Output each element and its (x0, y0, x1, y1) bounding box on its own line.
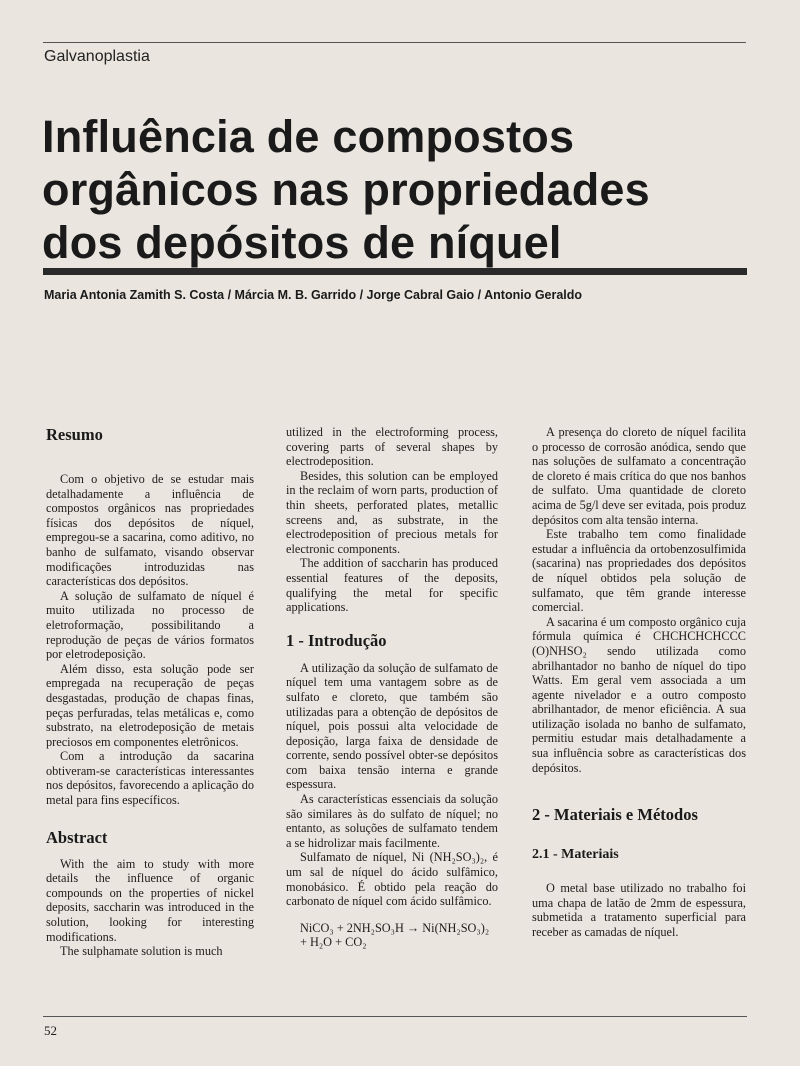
materials-paragraph: O metal base utilizado no trabalho foi uma chapa de latão de 2mm de espessura, submetida a tratamento superficial para receber as camadas de níquel. (532, 881, 746, 940)
intro-paragraph: A utilização da solução de sulfamato de níquel tem uma vantagem sobre as de sulfato e cloreto, que também são utilizadas para a obtenção de depósitos de níquel, pois possui alta velocidade de deposição, larga faixa de densidade de corrente, sendo possível obter-se depósitos com baixa tensão interna e grande espessura. (286, 660, 498, 792)
abstract-paragraph: Besides, this solution can be employed in the reclaim of worn parts, production of thin sheets, perforated plates, metallic screens and, as substrate, in the electrodeposition of precious metals for electronic components. (286, 468, 498, 556)
title-line-2: orgânicos nas propriedades (42, 164, 650, 215)
author-line: Maria Antonia Zamith S. Costa / Márcia M. B. Garrido / Jorge Cabral Gaio / Antonio Geraldo (44, 288, 583, 302)
abstract-heading: Abstract (46, 827, 108, 847)
abstract-paragraph: The addition of saccharin has produced essential features of the deposits, qualifying the metal for specific applications. (286, 556, 498, 615)
equation-line-2: + H₂O + CO₂ (300, 935, 367, 950)
top-rule (43, 42, 746, 43)
intro-paragraph: A sacarina é um composto orgânico cuja fórmula química é CHCHCHCHCCC (O)NHSO₂ sendo utilizada como abrilhantador no banho de níquel do tipo Watts. Em geral vem associada a um agente nivelador e a outro composto abrilhantador, de menor eficiência. A sua utilização isolada no banho de sulfamato, permitiu estudar mais detalhadamente a sua influência sobre as características dos depósitos. (532, 614, 746, 775)
equation-line-1: NiCO₃ + 2NH₂SO₃H → Ni(NH₂SO₃)₂ (300, 920, 490, 935)
materials-heading: 2.1 - Materiais (532, 847, 619, 863)
resumo-paragraph: Com o objetivo de se estudar mais detalhadamente a influência de compostos orgânicos nas propriedades físicas dos depósitos de níquel, empregou-se a sacarina, como aditivo, no banho de sulfamato, visando observar modificações introduzidas nas características dos depósitos. (46, 472, 254, 589)
methods-heading: 2 - Materiais e Métodos (532, 805, 698, 825)
abstract-paragraph: With the aim to study with more details the influence of organic compounds on the properties of nickel deposits, saccharin was introduced in the solution, looking for interesting modifications. (46, 856, 254, 944)
introduction-heading: 1 - Introdução (286, 630, 387, 650)
intro-paragraph: Este trabalho tem como finalidade estudar a influência da ortobenzosulfimida (sacarina) nas propriedades dos depósitos de níquel obtidos pela solução de sulfamato, que têm grande interesse comercial. (532, 527, 746, 615)
intro-paragraph: As características essenciais da solução são similares às do sulfato de níquel; no entanto, as soluções de sulfamato tendem a se hidrolizar mais facilmente. (286, 792, 498, 850)
article-title (42, 110, 762, 269)
resumo-paragraph: Além disso, esta solução pode ser empregada na recuperação de peças desgastadas, produção de chapas finas, peças perfuradas, telas metálicas e, como substrato, na eletrodeposição de metais preciosos em componentes eletrônicos. (46, 661, 254, 749)
resumo-paragraph: Com a introdução da sacarina obtiveram-se características interessantes nos depósitos, favorecendo a aplicação do metal para fins específicos. (46, 749, 254, 808)
title-line-1: Influência de compostos (42, 111, 575, 162)
resumo-heading: Resumo (46, 425, 103, 444)
intro-paragraph: A presença do cloreto de níquel facilita o processo de corrosão anódica, sendo que nas soluções de sulfamato a concentração de cloreto é mais crítica do que nos banhos de sulfato. Uma quantidade de cloreto acima de 5g/l deve ser evitada, pois produz depósitos com alta tensão interna. (532, 425, 746, 527)
section-label: Galvanoplastia (44, 48, 150, 65)
reaction-equation (286, 921, 498, 950)
abstract-continued: utilized in the electroforming process, covering parts of several shapes by electrodeposition. (286, 425, 498, 469)
page-number: 52 (44, 1023, 57, 1038)
resumo-paragraph: A solução de sulfamato de níquel é muito utilizada no processo de eletroformação, possibilitando a reprodução de peças de vários formatos por eletrodeposição. (46, 588, 254, 662)
bottom-rule (43, 1016, 747, 1017)
intro-paragraph: Sulfamato de níquel, Ni (NH₂SO₃)₂, é um sal de níquel do ácido sulfâmico, monobásico. É obtido pela reação do carbonato de níquel com ácido sulfâmico. (286, 850, 498, 909)
column-3 (532, 425, 746, 940)
column-2 (286, 425, 498, 950)
title-rule (43, 268, 747, 275)
abstract-paragraph: The sulphamate solution is much (60, 944, 223, 959)
column-1 (46, 425, 254, 959)
title-line-3: dos depósitos de níquel (42, 217, 562, 268)
